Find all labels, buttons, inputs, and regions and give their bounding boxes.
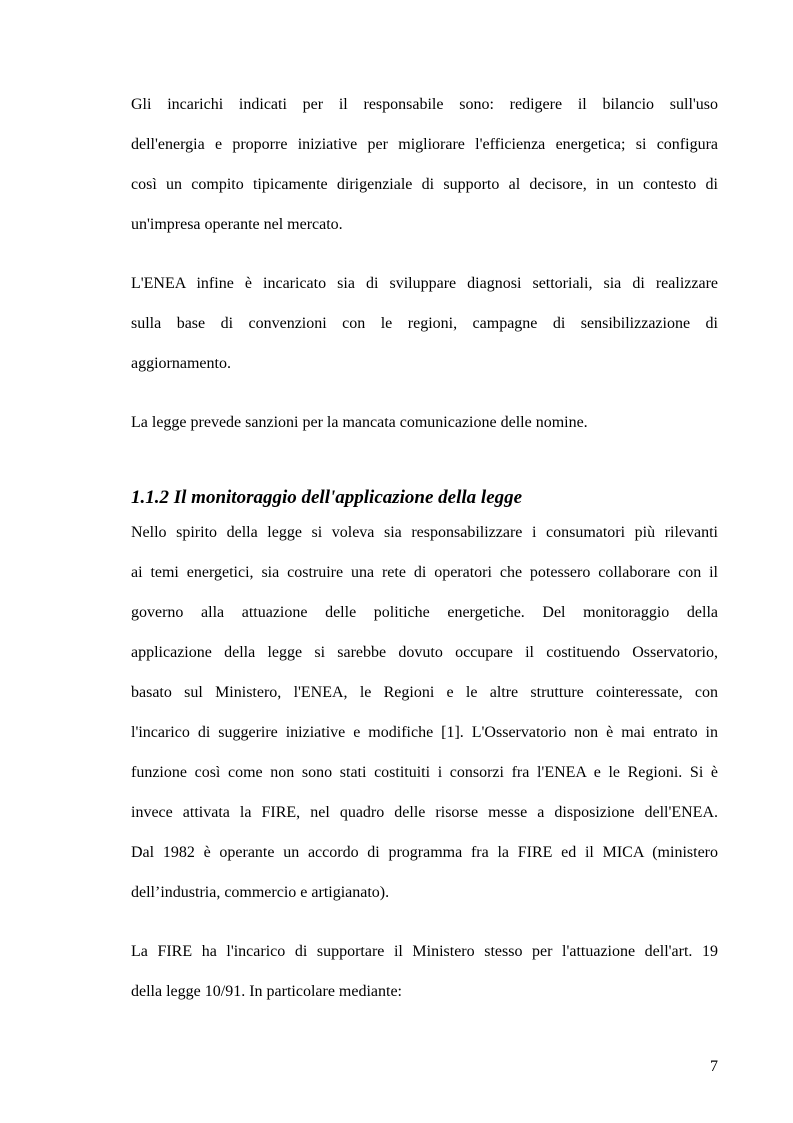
paragraph-line: applicazione della legge si sarebbe dovuto occupare il costituendo Osservatorio, [131,644,718,661]
paragraph-line: basato sul Ministero, l'ENEA, le Regioni e le altre strutture cointeressate, con [131,684,718,701]
paragraph-line: della legge 10/91. In particolare mediante: [131,983,402,1000]
paragraph-line: dell'energia e proporre iniziative per migliorare l'efficienza energetica; si configura [131,136,718,153]
paragraph-line: Nello spirito della legge si voleva sia responsabilizzare i consumatori più rilevanti [131,524,718,541]
paragraph-line: governo alla attuazione delle politiche energetiche. Del monitoraggio della [131,604,718,621]
paragraph-line: dell’industria, commercio e artigianato). [131,884,390,901]
paragraph-line: ai temi energetici, sia costruire una rete di operatori che potessero collaborare con il [131,564,718,581]
paragraph-line: invece attivata la FIRE, nel quadro delle risorse messe a disposizione dell'ENEA. [131,804,718,821]
page-number: 7 [710,1058,718,1075]
paragraph-line: aggiornamento. [131,355,231,372]
paragraph-line: Dal 1982 è operante un accordo di programma fra la FIRE ed il MICA (ministero [131,844,718,861]
section-heading: 1.1.2 Il monitoraggio dell'applicazione della legge [131,487,523,508]
paragraph-line: un'impresa operante nel mercato. [131,216,343,233]
paragraph-line: L'ENEA infine è incaricato sia di sviluppare diagnosi settoriali, sia di realizzare [131,275,718,292]
paragraph-line: La FIRE ha l'incarico di supportare il Ministero stesso per l'attuazione dell'art. 19 [131,943,718,960]
paragraph-line: sulla base di convenzioni con le regioni, campagne di sensibilizzazione di [131,315,718,332]
paragraph-line: così un compito tipicamente dirigenziale di supporto al decisore, in un contesto di [131,176,718,193]
paragraph-line: l'incarico di suggerire iniziative e modifiche [1]. L'Osservatorio non è mai entrato in [131,724,718,741]
paragraph-line: Gli incarichi indicati per il responsabile sono: redigere il bilancio sull'uso [131,96,718,113]
paragraph-line: funzione così come non sono stati costituiti i consorzi fra l'ENEA e le Regioni. Si è [131,764,718,781]
paragraph-line: La legge prevede sanzioni per la mancata comunicazione delle nomine. [131,414,588,431]
